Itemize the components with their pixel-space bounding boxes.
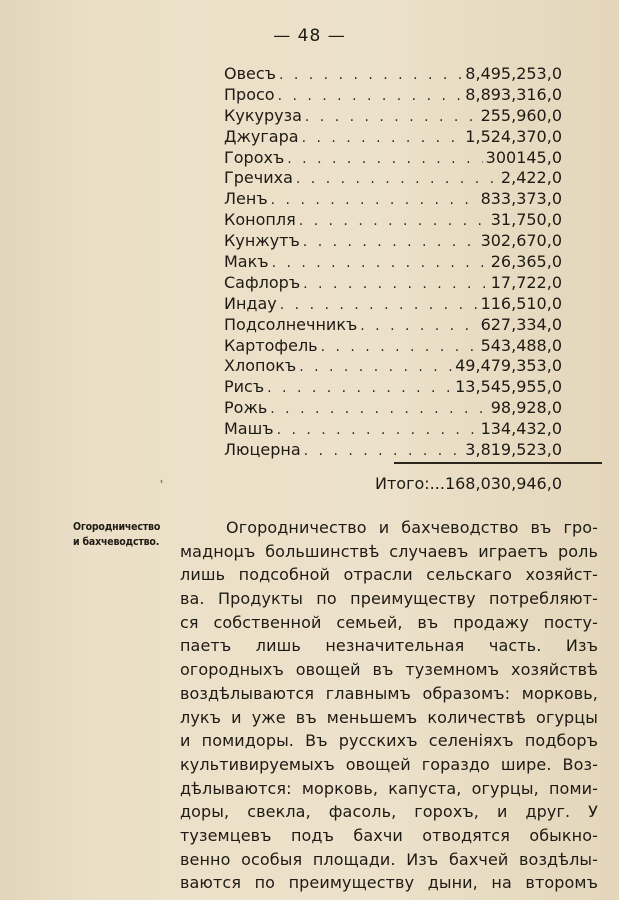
- crop-name: Просо: [224, 84, 275, 104]
- dot-leader: [280, 295, 478, 316]
- crop-row: [224, 377, 562, 398]
- dot-leader: [287, 149, 482, 170]
- crop-table: [224, 64, 562, 461]
- crop-value: 627,334,0: [480, 314, 562, 334]
- total-row: [352, 474, 562, 493]
- crop-row: [224, 294, 562, 315]
- body-line: лишь подсобной отрасли сельскаго хозяйст-: [180, 565, 598, 585]
- crop-name: Картофель: [224, 335, 318, 355]
- crop-row: [224, 336, 562, 357]
- dot-leader: [302, 128, 463, 149]
- crop-row: [224, 210, 562, 231]
- crop-row: [224, 148, 562, 169]
- margin-note-line: Огородничество: [73, 521, 161, 533]
- body-line: доры, свекла, фасоль, горохъ, и друг. У: [180, 802, 598, 822]
- crop-name: Сафлоръ: [224, 272, 301, 292]
- body-line: воздѣлываются главнымъ образомъ: морковь,: [180, 683, 598, 703]
- crop-value: 1,524,370,0: [465, 126, 562, 146]
- crop-value: 543,488,0: [480, 335, 562, 355]
- body-line: и помидоры. Въ русскихъ селеніяхъ подборъ: [180, 731, 598, 751]
- crop-row: [224, 252, 562, 273]
- crop-value: 302,670,0: [480, 231, 562, 251]
- body-line: ва. Продукты по преимуществу потребляют-: [180, 589, 598, 609]
- crop-value: 98,928,0: [490, 398, 562, 418]
- body-paragraph: [180, 516, 598, 895]
- dot-leader: [299, 211, 488, 232]
- crop-row: [224, 168, 562, 189]
- crop-name: Гречиха: [224, 168, 293, 188]
- crop-name: Люцерна: [224, 440, 301, 460]
- crop-name: Рожь: [224, 398, 268, 418]
- body-line: ся собственной семьей, въ продажу посту-: [180, 612, 598, 632]
- crop-value: 3,819,523,0: [465, 440, 562, 460]
- dot-leader: [305, 107, 478, 128]
- body-line: лукъ и уже въ меньшемъ количествѣ огурцы: [180, 707, 598, 727]
- total-leader: ...: [429, 474, 445, 493]
- crop-row: [224, 273, 562, 294]
- margin-note-line: и бахчеводство.: [73, 536, 160, 548]
- crop-value: 116,510,0: [480, 293, 562, 313]
- dot-leader: [279, 65, 462, 86]
- crop-row: [224, 356, 562, 377]
- crop-name: Ленъ: [224, 189, 268, 209]
- body-line: паетъ лишь незначительная часть. Изъ: [180, 636, 598, 656]
- crop-row: [224, 127, 562, 148]
- dot-leader: [303, 274, 488, 295]
- dot-leader: [272, 253, 488, 274]
- crop-value: 2,422,0: [500, 168, 562, 188]
- dot-leader: [360, 316, 477, 337]
- total-label: Итого:: [375, 474, 430, 493]
- dot-leader: [267, 378, 452, 399]
- page-number: — 48 —: [273, 26, 346, 46]
- dot-leader: [304, 441, 463, 462]
- crop-value: 134,432,0: [480, 419, 562, 439]
- total-value: 168,030,946,0: [444, 474, 562, 493]
- body-line: культивируемыхъ овощей гораздо шире. Воз-: [180, 754, 598, 774]
- crop-name: Подсолнечникъ: [224, 314, 358, 334]
- dot-leader: [277, 420, 478, 441]
- crop-name: Индау: [224, 293, 277, 313]
- crop-value: 8,495,253,0: [465, 64, 562, 83]
- margin-note: [73, 520, 173, 550]
- crop-value: 833,373,0: [480, 189, 562, 209]
- crop-value: 49,479,353,0: [455, 356, 562, 376]
- body-line: венно особыя площади. Изъ бахчей воздѣлы-: [180, 849, 598, 869]
- body-line: туземцевъ подъ бахчи отводятся обыкно-: [180, 825, 598, 845]
- crop-value: 26,365,0: [490, 252, 562, 272]
- dot-leader: [321, 337, 478, 358]
- crop-row: [224, 315, 562, 336]
- crop-row: [224, 189, 562, 210]
- crop-name: Рисъ: [224, 377, 265, 397]
- body-line: маднομъ большинствѣ случаевъ играетъ роль: [180, 541, 598, 561]
- crop-name: Овесъ: [224, 64, 276, 83]
- crop-row: [224, 64, 562, 85]
- ink-mark: ʿ: [160, 478, 164, 492]
- crop-name: Кукуруза: [224, 105, 302, 125]
- dot-leader: [271, 190, 478, 211]
- body-line: огородныхъ овощей въ туземномъ хозяйствѣ: [180, 660, 598, 680]
- crop-value: 255,960,0: [480, 105, 562, 125]
- crop-row: [224, 419, 562, 440]
- dot-leader: [303, 232, 478, 253]
- crop-name: Конопля: [224, 210, 296, 230]
- crop-value: 300145,0: [485, 147, 562, 167]
- crop-value: 31,750,0: [490, 210, 562, 230]
- dot-leader: [299, 357, 452, 378]
- crop-row: [224, 398, 562, 419]
- dot-leader: [270, 399, 487, 420]
- crop-row: [224, 231, 562, 252]
- crop-name: Макъ: [224, 252, 269, 272]
- body-line: дѣлываются: морковь, капуста, огурцы, поми-: [180, 778, 598, 798]
- crop-value: 13,545,955,0: [455, 377, 562, 397]
- crop-value: 8,893,316,0: [465, 84, 562, 104]
- body-line: ваются по преимуществу дыни, на второмъ: [180, 873, 598, 893]
- crop-name: Хлопокъ: [224, 356, 297, 376]
- dot-leader: [278, 86, 463, 107]
- crop-row: [224, 85, 562, 106]
- crop-name: Машъ: [224, 419, 274, 439]
- crop-value: 17,722,0: [490, 272, 562, 292]
- total-rule: [394, 462, 602, 464]
- dot-leader: [296, 169, 498, 190]
- crop-name: Горохъ: [224, 147, 285, 167]
- crop-name: Джугара: [224, 126, 299, 146]
- body-line: Огородничество и бахчеводство въ гро-: [226, 518, 598, 537]
- crop-row: [224, 106, 562, 127]
- crop-row: [224, 440, 562, 461]
- crop-name: Кунжутъ: [224, 231, 300, 251]
